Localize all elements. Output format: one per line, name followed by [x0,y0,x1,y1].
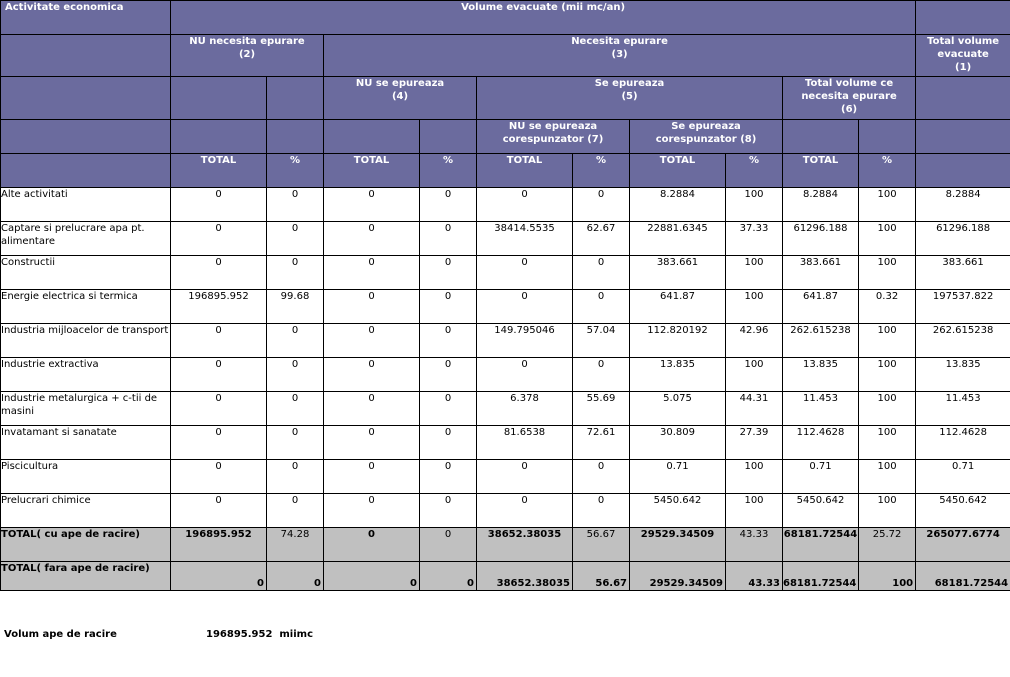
table-cell: 0 [324,426,420,460]
table-cell: 0 [267,188,324,222]
table-cell: 112.4628 [916,426,1010,460]
table-cell: 25.72 [859,528,916,562]
header-corespunzator: Se epureaza corespunzator (8) [630,120,783,154]
row-label: Prelucrari chimice [1,494,171,528]
table-cell: 0 [420,528,477,562]
table-cell: 0 [324,562,420,591]
table-cell: 56.67 [573,562,630,591]
table-cell: 0 [324,290,420,324]
table-cell: 0 [171,188,267,222]
table-cell: 100 [726,290,783,324]
row-label: TOTAL( fara ape de racire) [1,562,171,591]
table-cell: 0 [420,358,477,392]
footer-value: 196895.952 miimc [206,629,314,640]
header-empty [1,154,171,188]
table-cell: 0 [477,188,573,222]
footer-cooling-water [4,629,314,640]
table-cell: 0.71 [630,460,726,494]
table-cell: 5450.642 [630,494,726,528]
table-cell: 0 [324,392,420,426]
table-cell: 112.4628 [783,426,859,460]
header-empty [420,120,477,154]
table-row [1,324,1010,358]
table-cell: 43.33 [726,528,783,562]
table-cell: 22881.6345 [630,222,726,256]
table-cell: 0 [267,460,324,494]
table-row [1,222,1010,256]
table-cell: 383.661 [783,256,859,290]
header-necesita: Necesita epurare (3) [324,35,916,77]
table-cell: 68181.72544 [783,562,859,591]
table-cell: 8.2884 [916,188,1010,222]
table-cell: 0 [267,494,324,528]
col-pct: % [267,154,324,188]
table-cell: 0 [324,188,420,222]
table-cell: 100 [859,358,916,392]
table-cell: 100 [726,494,783,528]
header-empty [1,120,171,154]
table-cell: 0 [420,494,477,528]
table-cell: 100 [859,222,916,256]
table-cell: 0 [324,460,420,494]
table-cell: 0 [267,222,324,256]
header-activitate: Activitate economica [1,1,171,35]
table-cell: 100 [859,426,916,460]
row-label: Industrie metalurgica + c-tii de masini [1,392,171,426]
table-cell: 0 [324,222,420,256]
header-empty [916,154,1010,188]
header-empty [171,120,267,154]
table-cell: 68181.72544 [916,562,1010,591]
col-pct: % [726,154,783,188]
table-cell: 0 [420,222,477,256]
table-cell: 0 [477,290,573,324]
col-total: TOTAL [783,154,859,188]
table-cell: 99.68 [267,290,324,324]
table-cell: 0 [477,494,573,528]
col-total: TOTAL [477,154,573,188]
table-cell: 641.87 [783,290,859,324]
table-cell: 44.31 [726,392,783,426]
table-cell: 8.2884 [783,188,859,222]
table-cell: 61296.188 [916,222,1010,256]
row-label: Invatamant si sanatate [1,426,171,460]
header-empty [1,35,171,77]
table-cell: 0 [324,528,420,562]
table-cell: 262.615238 [783,324,859,358]
table-cell: 0 [477,256,573,290]
table-cell: 8.2884 [630,188,726,222]
header-empty [916,77,1010,120]
table-cell: 37.33 [726,222,783,256]
header-empty [783,120,859,154]
row-label: Industrie extractiva [1,358,171,392]
table-cell: 43.33 [726,562,783,591]
table-cell: 0 [267,256,324,290]
header-empty [859,120,916,154]
table-cell: 100 [859,256,916,290]
table-cell: 0 [171,392,267,426]
table-cell: 112.820192 [630,324,726,358]
header-empty [916,1,1010,35]
table-cell: 6.378 [477,392,573,426]
table-cell: 0 [324,324,420,358]
table-cell: 0 [573,460,630,494]
table-cell: 0 [420,256,477,290]
table-row [1,188,1010,222]
table-cell: 197537.822 [916,290,1010,324]
table-cell: 0.71 [783,460,859,494]
table-cell: 149.795046 [477,324,573,358]
table-cell: 38652.38035 [477,528,573,562]
table-cell: 0 [420,188,477,222]
table-cell: 29529.34509 [630,562,726,591]
table-cell: 0 [573,256,630,290]
table-cell: 61296.188 [783,222,859,256]
table-cell: 13.835 [783,358,859,392]
table-cell: 72.61 [573,426,630,460]
table-row [1,256,1010,290]
header-empty [171,77,267,120]
table-cell: 100 [726,358,783,392]
table-cell: 383.661 [630,256,726,290]
row-label: Industria mijloacelor de transport [1,324,171,358]
table-cell: 81.6538 [477,426,573,460]
table-cell: 100 [726,256,783,290]
table-cell: 13.835 [630,358,726,392]
table-cell: 262.615238 [916,324,1010,358]
table-cell: 30.809 [630,426,726,460]
table-cell: 0 [171,426,267,460]
table-cell: 383.661 [916,256,1010,290]
table-row [1,494,1010,528]
table-row [1,358,1010,392]
col-pct: % [420,154,477,188]
row-label: Energie electrica si termica [1,290,171,324]
row-label: Alte activitati [1,188,171,222]
table-cell: 0 [171,256,267,290]
table-cell: 0 [420,392,477,426]
table-row [1,426,1010,460]
table-cell: 38414.5535 [477,222,573,256]
row-label: Piscicultura [1,460,171,494]
table-cell: 100 [859,460,916,494]
table-cell: 5.075 [630,392,726,426]
header-se-epureaza: Se epureaza (5) [477,77,783,120]
table-cell: 0 [420,290,477,324]
table-cell: 29529.34509 [630,528,726,562]
table-cell: 11.453 [783,392,859,426]
table-cell: 0 [267,358,324,392]
header-empty [267,77,324,120]
table-cell: 0 [573,358,630,392]
table-cell: 0 [171,494,267,528]
table-cell: 13.835 [916,358,1010,392]
table-cell: 100 [859,494,916,528]
header-nu-se-epureaza: NU se epureaza (4) [324,77,477,120]
table-cell: 62.67 [573,222,630,256]
header-nu-necesita: NU necesita epurare (2) [171,35,324,77]
table-cell: 0 [420,426,477,460]
table-cell: 0 [573,188,630,222]
table-row [1,392,1010,426]
table-cell: 0 [267,562,324,591]
header-total-necesita: Total volume ce necesita epurare (6) [783,77,916,120]
table-cell: 0 [420,324,477,358]
table-cell: 27.39 [726,426,783,460]
table-cell: 0 [267,324,324,358]
header-volume-evacuate: Volume evacuate (mii mc/an) [171,1,916,35]
header-empty [916,120,1010,154]
table-cell: 0 [171,562,267,591]
header-nu-corespunzator: NU se epureaza corespunzator (7) [477,120,630,154]
table-cell: 0 [171,324,267,358]
table-cell: 100 [859,392,916,426]
table-cell: 56.67 [573,528,630,562]
table-cell: 55.69 [573,392,630,426]
table-cell: 0 [420,460,477,494]
table-row [1,528,1010,562]
table-cell: 265077.6774 [916,528,1010,562]
table-cell: 100 [726,460,783,494]
table-cell: 74.28 [267,528,324,562]
table-cell: 100 [859,562,916,591]
table-row [1,460,1010,494]
table-cell: 0 [420,562,477,591]
row-label: Captare si prelucrare apa pt. alimentare [1,222,171,256]
col-pct: % [573,154,630,188]
table-cell: 5450.642 [916,494,1010,528]
table-cell: 68181.72544 [783,528,859,562]
col-total: TOTAL [171,154,267,188]
row-label: TOTAL( cu ape de racire) [1,528,171,562]
table-cell: 0 [477,460,573,494]
table-cell: 0 [324,494,420,528]
table-row [1,562,1010,591]
table-cell: 0 [573,494,630,528]
table-cell: 0 [324,256,420,290]
table-cell: 57.04 [573,324,630,358]
table-cell: 100 [859,188,916,222]
table-cell: 42.96 [726,324,783,358]
footer-label: Volum ape de racire [4,629,117,640]
table-cell: 5450.642 [783,494,859,528]
header-total-volume: Total volume evacuate (1) [916,35,1010,77]
table-cell: 100 [726,188,783,222]
table-cell: 38652.38035 [477,562,573,591]
col-total: TOTAL [324,154,420,188]
header-empty [324,120,420,154]
table-cell: 0 [171,460,267,494]
table-cell: 0 [573,290,630,324]
col-pct: % [859,154,916,188]
table-cell: 100 [859,324,916,358]
table-row [1,290,1010,324]
table-cell: 0.32 [859,290,916,324]
col-total: TOTAL [630,154,726,188]
table-cell: 0 [324,358,420,392]
header-empty [1,77,171,120]
table-cell: 0 [171,358,267,392]
row-label: Constructii [1,256,171,290]
table-cell: 11.453 [916,392,1010,426]
table-cell: 0 [171,222,267,256]
table-cell: 641.87 [630,290,726,324]
table-cell: 0.71 [916,460,1010,494]
header-empty [267,120,324,154]
table-cell: 196895.952 [171,290,267,324]
table-cell: 0 [267,426,324,460]
table-cell: 0 [267,392,324,426]
table-cell: 0 [477,358,573,392]
table-cell: 196895.952 [171,528,267,562]
